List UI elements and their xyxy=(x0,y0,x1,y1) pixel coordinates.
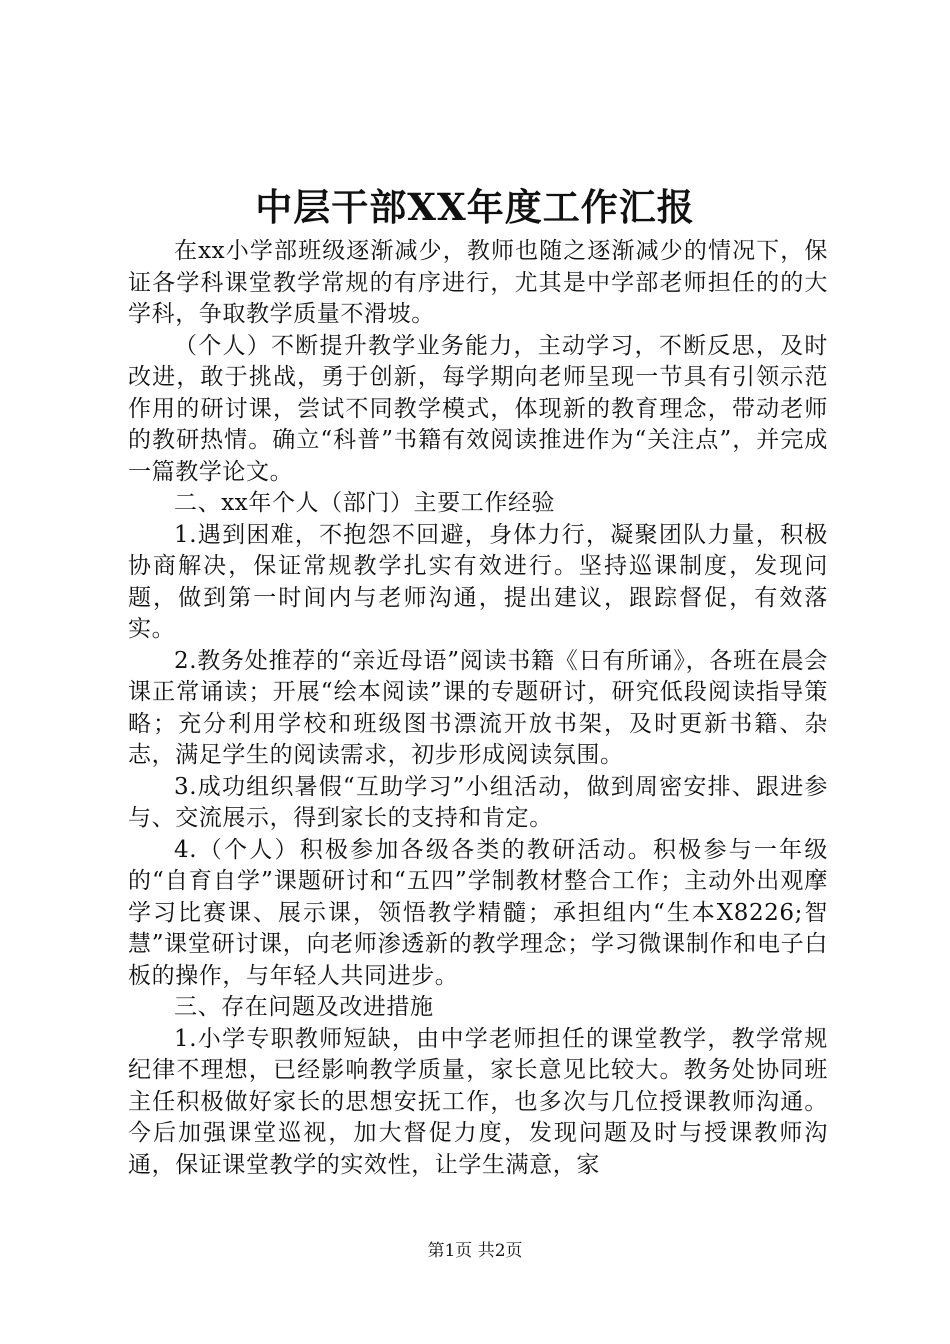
section-heading: 三、存在问题及改进措施 xyxy=(174,994,434,1020)
paragraph: 3.成功组织暑假“互助学习”小组活动，做到周密安排、跟进参与、交流展示，得到家长的支持和肯定。 xyxy=(128,773,828,831)
paragraph: 1.小学专职教师短缺，由中学老师担任的课堂教学，教学常规纪律不理想，已经影响教学质量，家长意见比较大。教务处协同班主任积极做好家长的思想安抚工作，也多次与几位授课教师沟通。今后加强课堂巡视，加大督促力度，发现问题及时与授课教师沟通，保证课堂教学的实效性，让学生满意，家 xyxy=(128,1025,828,1178)
paragraph: 2.教务处推荐的“亲近母语”阅读书籍《日有所诵》，各班在晨会课正常诵读；开展“绘本阅读”课的专题研讨，研究低段阅读指导策略；充分利用学校和班级图书漂流开放书架，及时更新书籍、杂志，满足学生的阅读需求，初步形成阅读氛围。 xyxy=(128,647,828,768)
paragraph: 在xx小学部班级逐渐减少，教师也随之逐渐减少的情况下，保证各学科课堂教学常规的有序进行，尤其是中学部老师担任的的大学科，争取教学质量不滑坡。 xyxy=(128,238,828,327)
paragraph: 4.（个人）积极参加各级各类的教研活动。积极参与一年级的“自育自学”课题研讨和“五四”学制教材整合工作；主动外出观摩学习比赛课、展示课，领悟教学精髓；承担组内“生本X8226;智慧”课堂研讨课，向老师渗透新的教学理念；学习微课制作和电子白板的操作，与年轻人共同进步。 xyxy=(128,836,828,989)
page-number-footer: 第1页 共2页 xyxy=(427,1241,523,1261)
document-title: 中层干部XX年度工作汇报 xyxy=(255,185,695,229)
paragraph: 1.遇到困难，不抱怨不回避，身体力行，凝聚团队力量，积极协商解决，保证常规教学扎实有效进行。坚持巡课制度，发现问题，做到第一时间内与老师沟通，提出建议，跟踪督促，有效落实。 xyxy=(128,521,828,642)
paragraph: （个人）不断提升教学业务能力，主动学习，不断反思，及时改进，敢于挑战，勇于创新，每学期向老师呈现一节具有引领示范作用的研讨课，尝试不同教学模式，体现新的教育理念，带动老师的教研热情。确立“科普”书籍有效阅读推进作为“关注点”，并完成一篇教学论文。 xyxy=(128,332,828,485)
section-heading: 二、xx年个人（部门）主要工作经验 xyxy=(174,490,556,516)
document-body xyxy=(128,236,828,1181)
